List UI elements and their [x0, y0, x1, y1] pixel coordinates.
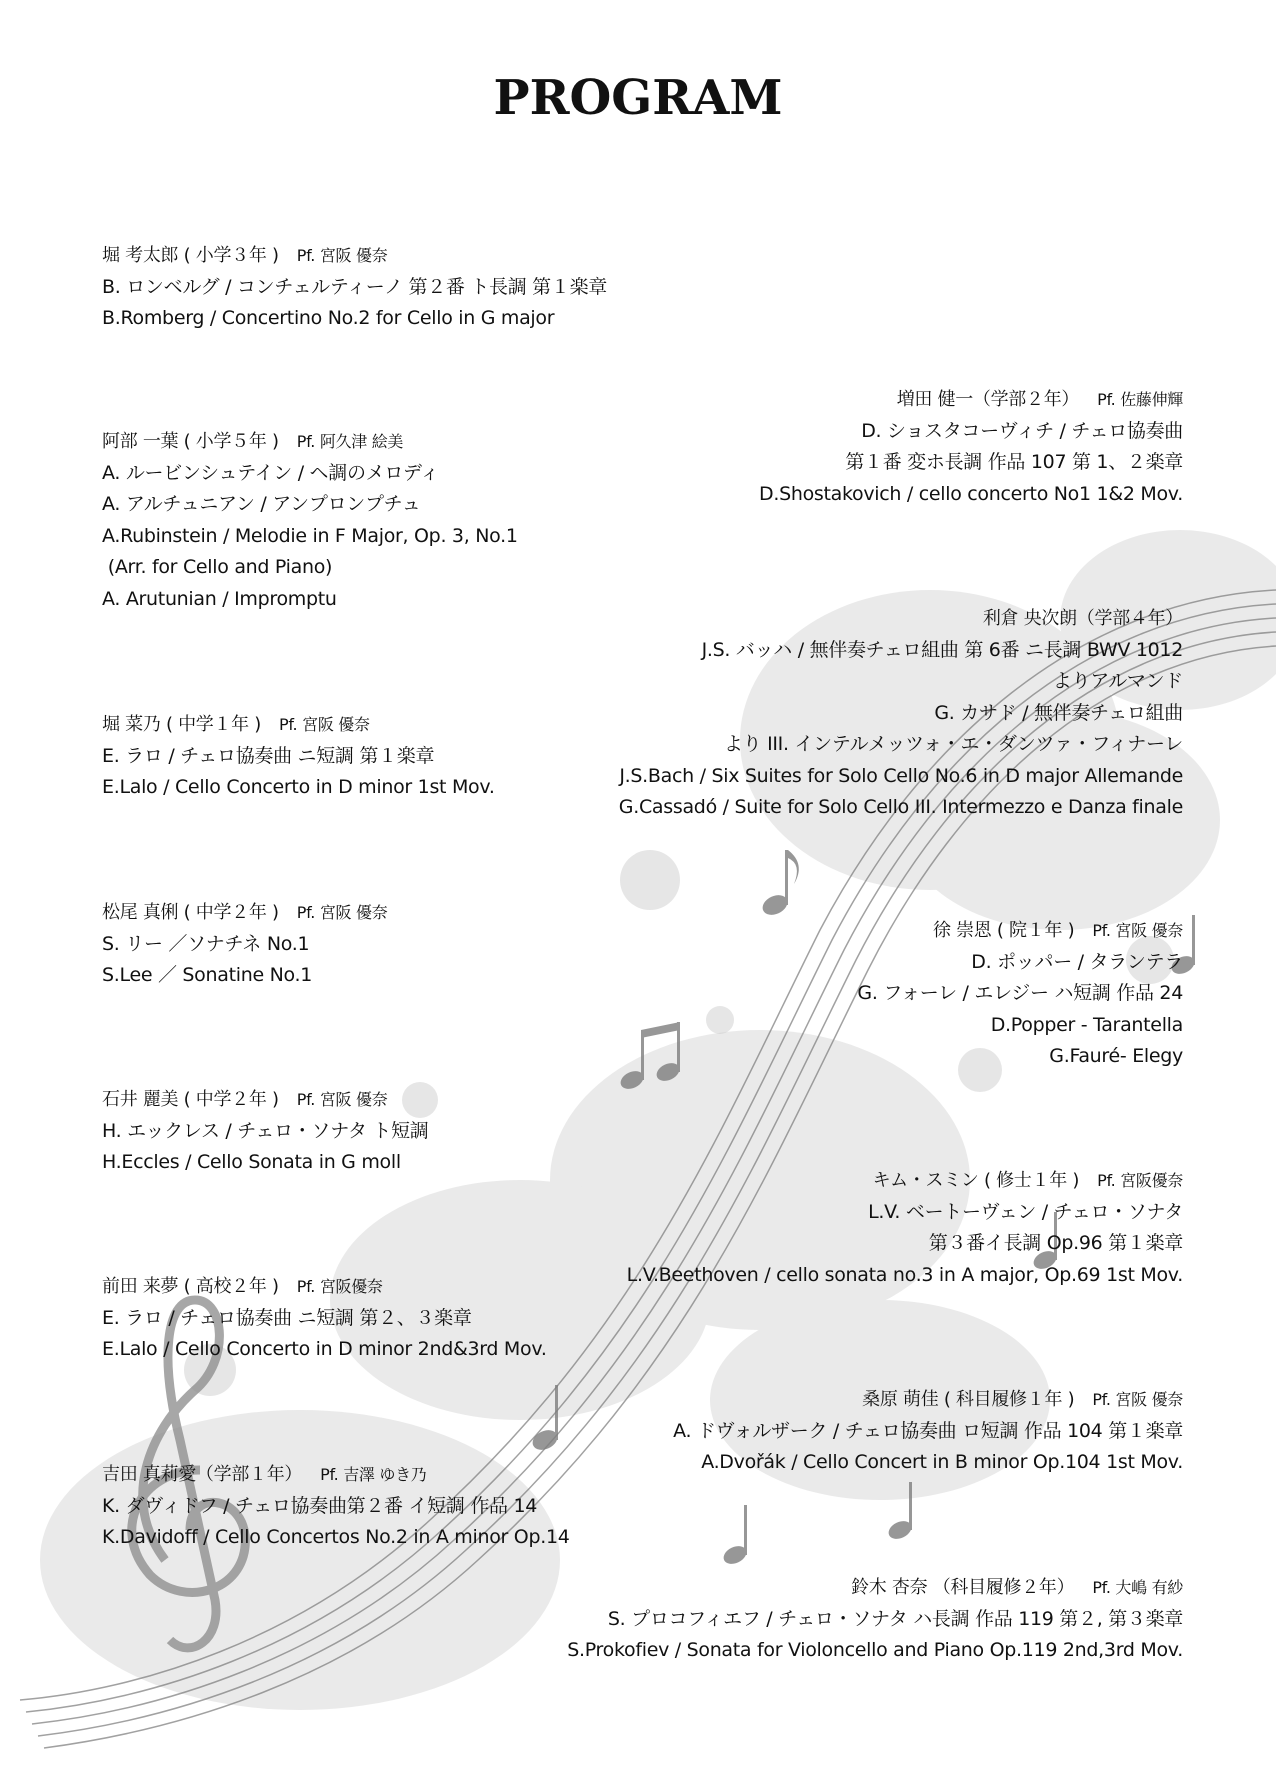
piece-line: G.Cassadó / Suite for Solo Cello III. Intermezzo e Danza finale [618, 796, 1183, 818]
performer-name: 吉田 真莉愛（学部１年） [102, 1464, 303, 1485]
piece-line: L.V. ベートーヴェン / チェロ・ソナタ [868, 1200, 1183, 1223]
performer-name: キム・スミン ( 修士１年 ) [872, 1170, 1080, 1191]
piece-line: L.V.Beethoven / cello sonata no.3 in A major, Op.69 1st Mov. [626, 1263, 1183, 1286]
performer-name: 石井 麗美 ( 中学２年 ) [102, 1089, 279, 1110]
piece-line: B.Romberg / Concertino No.2 for Cello in G major [102, 307, 555, 329]
piece-line: J.S.Bach / Six Suites for Solo Cello No.6 in D major Allemande [619, 764, 1183, 787]
piece-line: B. ロンベルグ / コンチェルティーノ 第２番 ト長調 第１楽章 [102, 275, 607, 298]
pianist-name: Pf. 吉澤 ゆき乃 [320, 1465, 427, 1484]
piece-line: 第１番 変ホ長調 作品 107 第 1、２楽章 [845, 451, 1183, 473]
piece-line: G. カサド / 無伴奏チェロ組曲 [934, 701, 1183, 724]
piece-line: G.Fauré- Elegy [1049, 1045, 1183, 1067]
pianist-name: Pf. 宮阪優奈 [1097, 1171, 1183, 1190]
piece-line: よりアルマンド [1052, 670, 1183, 692]
program-entry [102, 709, 495, 804]
piece-line: A.Dvořák / Cello Concert in B minor Op.104 1st Mov. [701, 1451, 1183, 1473]
piece-line: A. アルチュニアン / アンプロンプチュ [102, 493, 421, 515]
piece-line: D. ショスタコーヴィチ / チェロ協奏曲 [861, 419, 1183, 442]
program-entry [857, 915, 1183, 1073]
pianist-name: Pf. 阿久津 絵美 [296, 432, 404, 451]
piece-line: H.Eccles / Cello Sonata in G moll [102, 1151, 401, 1173]
performer-name: 徐 崇恩 ( 院１年 ) [932, 920, 1075, 941]
piece-line: E.Lalo / Cello Concerto in D minor 2nd&3rd Mov. [102, 1338, 547, 1360]
performer-name: 松尾 真俐 ( 中学２年 ) [102, 902, 279, 923]
program-entry [102, 897, 387, 992]
piece-line: 第３番イ長調 Op.96 第１楽章 [928, 1232, 1183, 1254]
piece-line: A.Rubinstein / Melodie in F Major, Op. 3, No.1 [102, 524, 518, 547]
performer-name: 桑原 萌佳 ( 科目履修１年 ) [862, 1389, 1075, 1410]
performer-name: 堀 考太郎 ( 小学３年 ) [102, 245, 279, 266]
performer-name: 前田 来夢 ( 高校２年 ) [102, 1276, 279, 1297]
program-entry [627, 1165, 1183, 1291]
piece-line: A. ドヴォルザーク / チェロ協奏曲 ロ短調 作品 104 第１楽章 [673, 1419, 1183, 1442]
piece-line: K. ダヴィドフ / チェロ協奏曲第２番 イ短調 作品 14 [102, 1494, 538, 1517]
piece-line: S.Lee ／ Sonatine No.1 [102, 964, 313, 986]
piece-line: A. Arutunian / Impromptu [102, 587, 337, 610]
piece-line: G. フォーレ / エレジー ハ短調 作品 24 [857, 982, 1183, 1004]
piece-line: E. ラロ / チェロ協奏曲 ニ短調 第２、３楽章 [102, 1306, 472, 1329]
piece-line: S. リー ／ソナチネ No.1 [102, 932, 310, 955]
pianist-name: Pf. 大嶋 有紗 [1092, 1578, 1183, 1597]
program-entry [759, 384, 1183, 510]
program-entry [102, 426, 518, 615]
pianist-name: Pf. 宮阪 優奈 [296, 903, 388, 922]
program-entry [102, 1271, 547, 1366]
program-entry [102, 1459, 570, 1554]
piece-line: D.Popper - Tarantella [990, 1013, 1183, 1036]
pianist-name: Pf. 宮阪 優奈 [279, 715, 370, 734]
program-entry [619, 603, 1183, 824]
performer-name: 堀 菜乃 ( 中学１年 ) [102, 714, 262, 735]
performer-name: 鈴木 杏奈 （科目履修２年） [851, 1577, 1075, 1598]
piece-line: S.Prokofiev / Sonata for Violoncello and Piano Op.119 2nd,3rd Mov. [567, 1639, 1183, 1661]
pianist-name: Pf. 宮阪 優奈 [1092, 921, 1183, 940]
performer-name: 利倉 央次朗（学部４年） [982, 608, 1183, 629]
program-entry [567, 1572, 1183, 1667]
pianist-name: Pf. 宮阪優奈 [296, 1277, 383, 1296]
piece-line: S. プロコフィエフ / チェロ・ソナタ ハ長調 作品 119 第２, 第３楽章 [607, 1607, 1183, 1630]
pianist-name: Pf. 宮阪 優奈 [296, 1090, 388, 1109]
piece-line: E.Lalo / Cello Concerto in D minor 1st Mov. [102, 776, 495, 798]
pianist-name: Pf. 宮阪 優奈 [296, 246, 388, 265]
program-entry [102, 240, 607, 335]
program-title: PROGRAM [493, 70, 783, 126]
piece-line: より III. インテルメッツォ・エ・ダンツァ・フィナーレ [723, 733, 1183, 755]
piece-line: J.S. バッハ / 無伴奏チェロ組曲 第 6番 ニ長調 BWV 1012 [701, 638, 1183, 661]
piece-line: D. ポッパー / タランテラ [971, 950, 1183, 973]
piece-line: A. ルービンシュテイン / ヘ調のメロディ [102, 461, 439, 484]
piece-line: H. エックレス / チェロ・ソナタ ト短調 [102, 1119, 429, 1142]
piece-line: D.Shostakovich / cello concerto No1 1&2 Mov. [759, 482, 1183, 505]
program-entry [673, 1384, 1183, 1479]
program-entry [102, 1084, 428, 1179]
pianist-name: Pf. 宮阪 優奈 [1092, 1390, 1183, 1409]
pianist-name: Pf. 佐藤伸輝 [1097, 390, 1183, 409]
performer-name: 増田 健一（学部２年） [896, 389, 1080, 410]
piece-line: (Arr. for Cello and Piano) [102, 556, 333, 578]
piece-line: E. ラロ / チェロ協奏曲 ニ短調 第１楽章 [102, 744, 435, 767]
piece-line: K.Davidoff / Cello Concertos No.2 in A minor Op.14 [102, 1526, 570, 1548]
performer-name: 阿部 一葉 ( 小学５年 ) [102, 431, 279, 452]
